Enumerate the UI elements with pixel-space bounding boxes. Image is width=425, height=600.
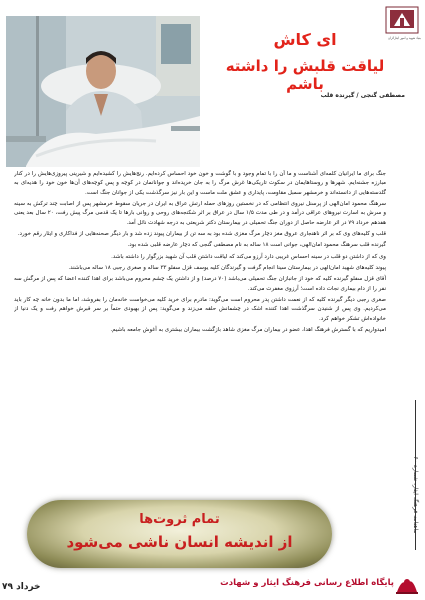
paragraph: سرهنگ محمود امان‌الهی از پرسنل نیروی انتظامی که در نخستین روزهای حمله ارتش عراق به ایران در جریان سقوط خرمشهر پس از اصابت چند ترکش به سینه و سرش به اسارت نیروهای عراقی درآمد و در طی مدت ۱/۵ سال در عراق بر اثر شکنجه‌های روحی و روانی بارها تا یک قدمی مرگ پیش رفت، ۲۰ سال بعد یعنی هفدهم خرداد ۷۹ در اثر عارضه حاصل از دوران جنگ تحمیلی در بیمارستان دکتر شریعتی به درجه شهادت نائل آمد. [14,201,386,226]
side-caption-box [409,440,421,550]
paragraph: صغری رجبی دیگر گیرنده کلیه که از نعمت داشتن پدر محروم است می‌گوید: مادرم برای خرید کلیه می‌خواست خانه‌مان را بفروشد، اما ما بدون خانه چه کار باید می‌کردیم. وی پس از شنیدن سرگذشت اهدا کننده اشک در چشمانش حلقه می‌زند و می‌گوید: پس از بهبودی حتماً بر سر قبرش خواهم رفت و یک دنیا از خانواده‌اش تشکر خواهم کرد. [14,297,386,322]
logo-caption: بنیاد شهید و امور ایثارگران [387,36,421,40]
paragraph: قلب و کلیه‌های وی که بر اثر ناهنجاری عروق مغز دچار مرگ مغزی شده بود به سه تن از بیماران پیوند زده شد و بار دیگر صحنه‌هایی از فداکاری و ایثار رقم خورد. [17,231,386,238]
paragraph: وی که از داشتن دو قلب در سینه احساس غریبی دارد آرزو می‌کند که لیاقت داشتن قلب آن شهید بزرگوار را داشته باشد. [111,253,386,260]
paragraph: آقای قزل سفلو گیرنده کلیه که خود از جانبازان جنگ تحمیلی می‌باشد (۷۰ درصد) و از داشتن یک چشم محروم می‌باشد برای اهدا کننده اعضا که پس از مرگش سه نفر را از دام بیماری نجات داده است؛ آرزوی مغفرت می‌کند. [14,276,386,292]
quote-line-1: تمام ثروت‌ها [139,512,220,527]
footer-site-name: پایگاه اطلاع رسانی فرهنگ ایثار و شهادت [220,578,394,588]
paragraph: امیدواریم که با گسترش فرهنگ اهدا، عضو در بیماران مرگ مغزی شاهد بازگشت بیماران بیشتری به آغوش جامعه باشیم. [110,327,386,334]
article-byline: مصطفی گنجی / گیرنده قلب [320,92,405,99]
issue-date: خرداد ۷۹ [2,582,41,592]
article-kicker: ای کاش [273,30,337,49]
site-logo-icon [394,574,420,596]
side-caption: ماهنامه فرهنگ ایثار، شماره ۶۰ [412,456,419,534]
paragraph: جنگ برای ما ایرانیان کلمه‌ای آشناست و ما آن را با تمام وجود و با گوشت و خون خود احساس کرده‌ایم. رنج‌هایش را کشیده‌ایم و شیرینی پیروزی‌هایش را در کنار مبارزه جشنه‌ایم. شهرها و روستاهایمان در سکوت تاریکی‌ها غرش مرگ را به جان خریده‌اند و جوانانمان در کوچه و پس کوچه‌های آن‌ها خون خود را هدیه‌ای به گلدسته‌هایی از دانسته‌اند و خرمشهر سمبل مقاومت، پایداری و عشق ملت ماست و این بار نیز سرگذشت یکی از جوانان جنگ است. [14,171,386,196]
paragraph: پیوند کلیه‌های شهید امان‌الهی در بیمارستان سینا انجام گرفت و گیرندگان کلیه یوسف قزل سفلو ۳۳ ساله و صغری رجبی ۱۸ ساله می‌باشند. [68,265,386,272]
article-body [14,170,386,491]
paragraph: گیرنده قلب سرهنگ محمود امان‌الهی، جوانی است ۱۸ ساله به نام مصطفی گنجی که دچار عارضه قلبی شده بود. [127,242,386,249]
patient-photo [6,16,200,167]
quote-line-2: از اندیشه انسان ناشی می‌شود [66,533,293,551]
article-headline: لیاقت قلبش را داشته باشم [225,57,385,93]
